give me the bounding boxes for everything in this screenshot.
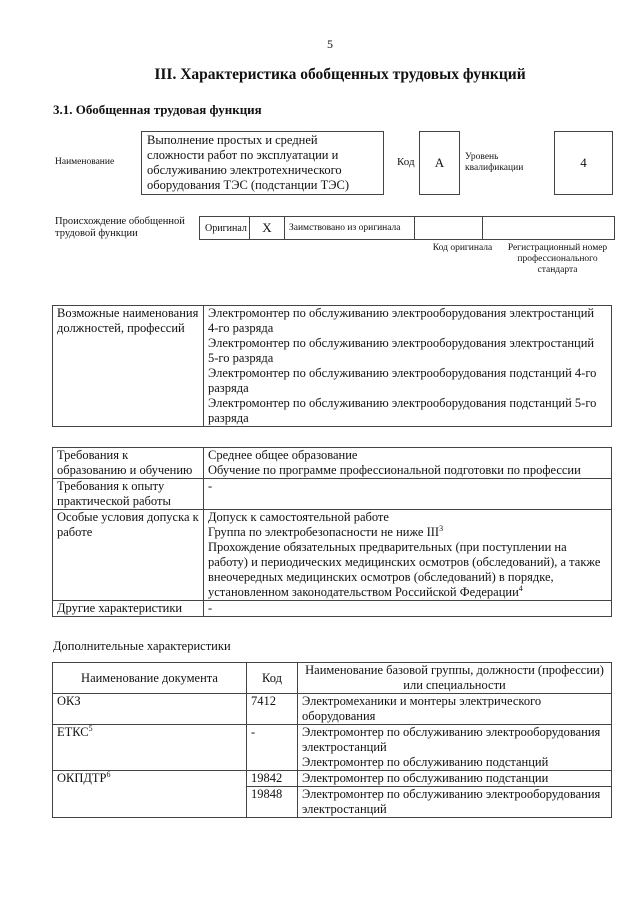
table-row — [53, 694, 612, 725]
origin-label: Происхождение обобщенной трудовой функции — [55, 216, 185, 239]
doc-cell — [53, 725, 247, 771]
code-original-cell — [415, 217, 483, 239]
condition-item — [208, 525, 607, 540]
column-header: Наименование базовой группы, должности (профессии) или специальности — [298, 663, 612, 694]
function-name-box: Выполнение простых и средней сложности работ по эксплуатации и обслуживанию электротехнического оборудования ТЭС (подстанции ТЭС) — [141, 131, 384, 195]
position-item: Электромонтер по обслуживанию электрооборудования электростанций 4-го разряда — [208, 306, 595, 335]
education-item: Среднее общее образование — [208, 448, 358, 462]
doc-name: ЕТКС — [57, 725, 89, 739]
name-label: Наименование — [55, 157, 115, 167]
footnote-ref: 6 — [106, 769, 111, 779]
reg-number-label: Регистрационный номер профессионального стандарта — [507, 243, 608, 275]
borrowed-label: Заимствовано из оригинала — [285, 217, 415, 239]
original-mark: X — [250, 217, 285, 239]
conditions-values — [204, 510, 612, 601]
code-label: Код — [397, 156, 415, 168]
name-line: Электромонтер по обслуживанию подстанций — [302, 755, 549, 769]
code-cell: - — [247, 725, 298, 771]
footnote-ref: 4 — [518, 583, 523, 593]
page-number: 5 — [327, 37, 333, 51]
code-value-box: A — [419, 131, 460, 195]
other-value: - — [204, 601, 612, 617]
positions-values — [204, 306, 612, 427]
condition-text: Группа по электробезопасности не ниже III — [208, 525, 440, 539]
name-cell: Электромонтер по обслуживанию электрооборудования электростанций — [298, 787, 612, 818]
code-cell: 19842 — [247, 771, 298, 787]
code-cell: 7412 — [247, 694, 298, 725]
other-label: Другие характеристики — [53, 601, 204, 617]
table-row — [53, 725, 612, 771]
position-item: Электромонтер по обслуживанию электрооборудования подстанций 5-го разряда — [208, 396, 597, 425]
condition-item: Допуск к самостоятельной работе — [208, 510, 389, 524]
education-label: Требования к образованию и обучению — [53, 448, 204, 479]
education-values — [204, 448, 612, 479]
original-label: Оригинал — [200, 217, 250, 239]
conditions-label: Особые условия допуска к работе — [53, 510, 204, 601]
reg-number-cell — [483, 217, 614, 239]
code-cell: 19848 — [247, 787, 298, 818]
doc-cell — [53, 771, 247, 818]
doc-name: ОКПДТР — [57, 771, 107, 785]
experience-label: Требования к опыту практической работы — [53, 479, 204, 510]
subsection-title: 3.1. Обобщенная трудовая функция — [53, 102, 262, 117]
level-label: Уровень квалификации — [465, 152, 524, 173]
name-cell: Электромеханики и монтеры электрического оборудования — [298, 694, 612, 725]
table-row — [53, 771, 612, 787]
footnote-ref: 3 — [439, 523, 444, 533]
level-value-box: 4 — [554, 131, 613, 195]
section-title: III. Характеристика обобщенных трудовых функций — [154, 66, 526, 83]
code-original-label: Код оригинала — [432, 243, 493, 253]
additional-heading: Дополнительные характеристики — [53, 639, 231, 653]
condition-text: Прохождение обязательных предварительных (при поступлении на работу) и периодических медицинских осмотров (обследований), а также внеочередных медицинских осмотров (обследований) в порядке, установленном законодательством Российской Федерации — [208, 540, 601, 599]
position-item: Электромонтер по обслуживанию электрооборудования подстанций 4-го разряда — [208, 366, 597, 395]
positions-table — [52, 305, 612, 427]
name-cell — [298, 725, 612, 771]
footnote-ref: 5 — [88, 723, 93, 733]
doc-cell — [53, 694, 247, 725]
doc-name: ОКЗ — [57, 694, 81, 708]
name-line: Электромонтер по обслуживанию электрооборудования электростанций — [302, 725, 601, 754]
experience-value: - — [204, 479, 612, 510]
position-item: Электромонтер по обслуживанию электрооборудования электростанций 5-го разряда — [208, 336, 595, 365]
origin-table — [199, 216, 615, 240]
column-header: Код — [247, 663, 298, 694]
condition-item — [208, 540, 607, 600]
positions-label: Возможные наименования должностей, профессий — [53, 306, 204, 427]
additional-table — [52, 662, 612, 818]
column-header: Наименование документа — [53, 663, 247, 694]
requirements-table — [52, 447, 612, 617]
education-item: Обучение по программе профессиональной подготовки по профессии — [208, 463, 581, 477]
name-cell: Электромонтер по обслуживанию подстанции — [298, 771, 612, 787]
